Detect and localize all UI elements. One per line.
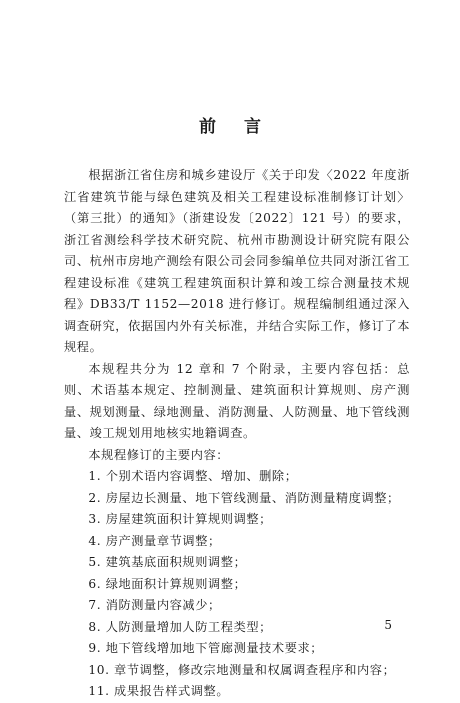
- preface-body: [64, 165, 410, 703]
- paragraph-basis: 根据浙江省住房和城乡建设厅《关于印发〈2022 年度浙江省建筑节能与绿色建筑及相关工程建设标准制修订计划〉（第三批）的通知》（浙建设发〔2022〕121 号）的要求，浙江省测绘科学技术研究院、杭州市勘测设计研究院有限公司、杭州市房地产测绘有限公司会同参编单位共同对浙江省工程建设标准《建筑工程建筑面积计算和竣工综合测量技术规程》DB33/T 1152—2018 进行修订。规程编制组通过深入调查研究，依据国内外有关标准，并结合实际工作，修订了本规程。: [64, 168, 410, 354]
- list-item: 2. 房屋边长测量、地下管线测量、消防测量精度调整；: [88, 490, 400, 505]
- list-item: 3. 房屋建筑面积计算规则调整；: [88, 512, 272, 526]
- list-item: 10. 章节调整，修改宗地测量和权属调查程序和内容；: [88, 662, 396, 677]
- revision-list: [64, 466, 410, 703]
- list-item: 7. 消防测量内容减少；: [88, 598, 221, 612]
- list-item: 9. 地下管线增加地下管廊测量技术要求；: [88, 641, 324, 655]
- list-item: 4. 房产测量章节调整；: [88, 533, 221, 548]
- list-item: 6. 绿地面积计算规则调整；: [88, 576, 247, 591]
- page-title: [0, 112, 460, 137]
- page-number: 5: [384, 618, 392, 632]
- title-char-1: 前: [199, 117, 216, 137]
- list-item: 5. 建筑基底面积规则调整；: [88, 555, 247, 569]
- paragraph-scope: 本规程共分为 12 章和 7 个附录，主要内容包括：总则、术语基本规定、控制测量、建筑面积计算规则、房产测量、规划测量、绿地测量、消防测量、人防测量、地下管线测量、竣工规划用地核实地籍调查。: [64, 361, 410, 440]
- list-item: 11. 成果报告样式调整。: [88, 684, 230, 698]
- paragraph-revision-intro: 本规程修订的主要内容：: [88, 447, 230, 462]
- list-item: 1. 个别术语内容调整、增加、删除；: [88, 469, 298, 483]
- list-item: 8. 人防测量增加人防工程类型；: [88, 619, 272, 634]
- title-char-2: 言: [244, 117, 261, 137]
